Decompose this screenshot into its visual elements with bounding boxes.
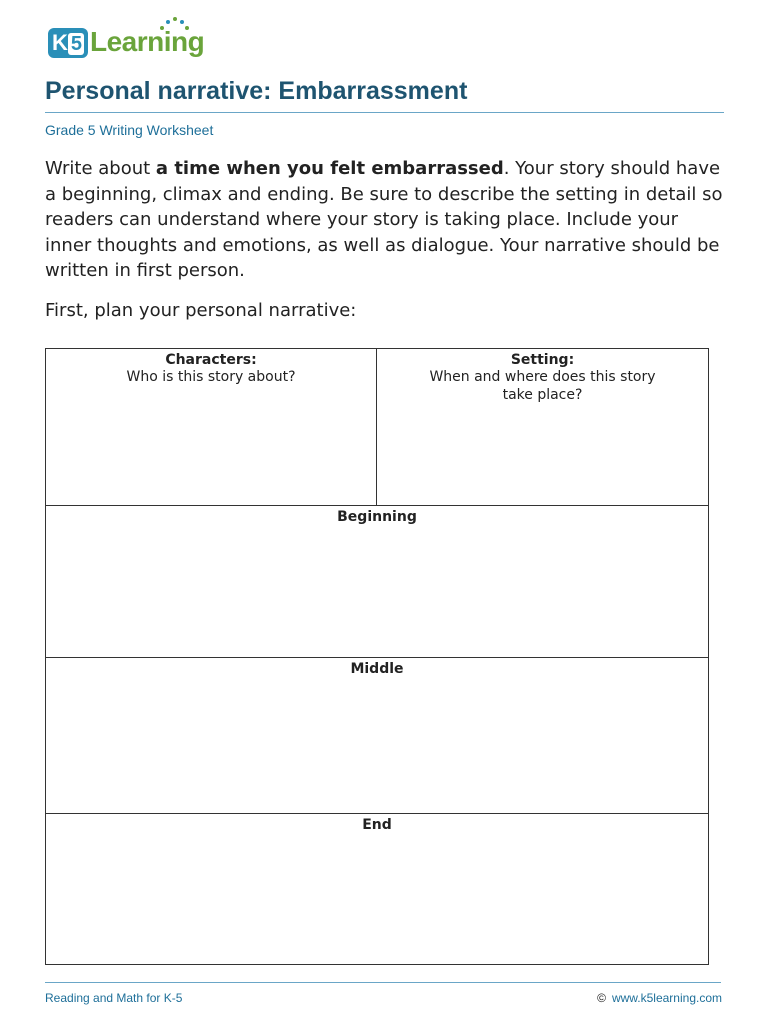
middle-label: Middle — [350, 661, 404, 677]
plan-prompt: First, plan your personal narrative: — [45, 300, 357, 321]
instructions-rest: . Your story should have a beginning, climax and ending. Be sure to describe the setting in detail so readers can understand where your story is taking place. Include your inner thoughts and emotions, as well as dialogue. Your narrative should be written in first person. — [45, 158, 723, 281]
instructions-intro: Write about — [45, 158, 156, 179]
k5-learning-logo — [48, 14, 228, 62]
worksheet-subtitle: Grade 5 Writing Worksheet — [45, 122, 214, 138]
beginning-box[interactable] — [46, 506, 708, 658]
header-divider — [45, 112, 724, 113]
footer-divider — [45, 982, 721, 983]
characters-box[interactable] — [46, 349, 377, 506]
end-label: End — [362, 817, 392, 833]
story-organizer — [45, 348, 709, 965]
instructions-paragraph — [45, 156, 730, 284]
footer-website — [597, 991, 722, 1005]
copyright-icon: © — [597, 991, 606, 1005]
footer-tagline: Reading and Math for K-5 — [45, 991, 183, 1005]
logo-badge: K 5 — [48, 28, 88, 58]
end-box[interactable] — [46, 814, 708, 964]
page-title: Personal narrative: Embarrassment — [45, 77, 468, 105]
setting-question: When and where does this story take place? — [429, 369, 656, 403]
instructions-emphasis: a time when you felt embarrassed — [155, 158, 504, 179]
characters-label: Characters: — [165, 352, 257, 368]
middle-box[interactable] — [46, 658, 708, 814]
footer-url[interactable]: www.k5learning.com — [611, 991, 722, 1005]
logo-wordmark: Learning — [90, 26, 205, 57]
beginning-label: Beginning — [337, 509, 417, 525]
setting-box[interactable] — [377, 349, 708, 506]
characters-question: Who is this story about? — [126, 369, 296, 385]
setting-label: Setting: — [510, 352, 575, 368]
